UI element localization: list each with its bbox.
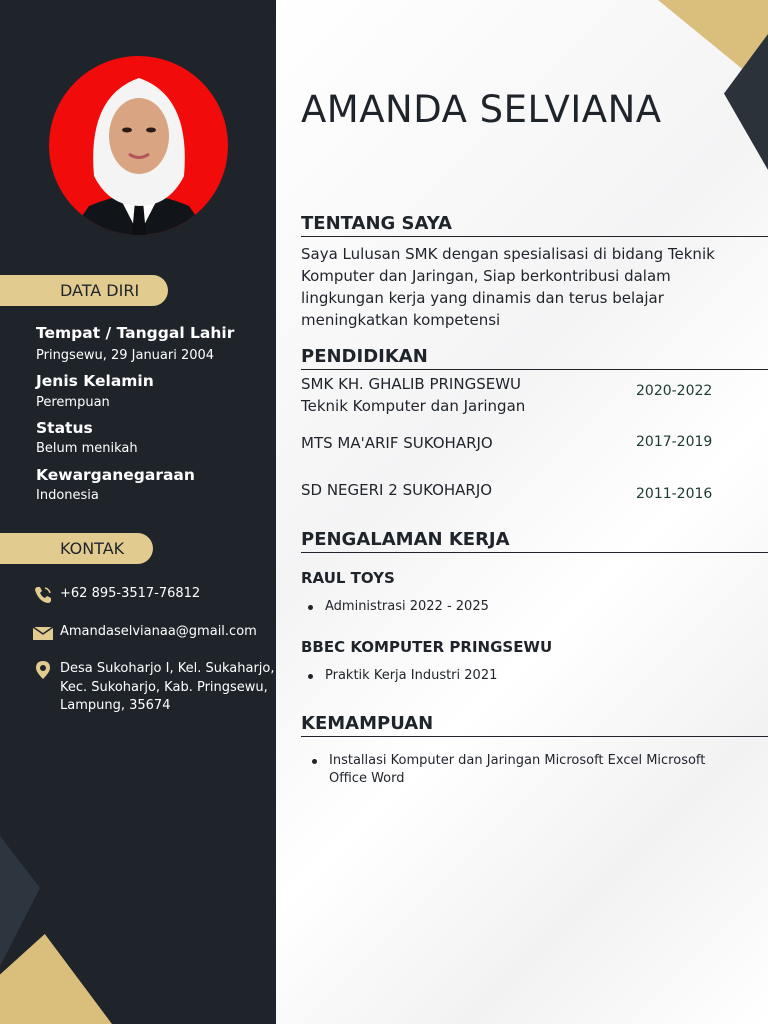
mail-icon	[33, 623, 53, 643]
location-pin-icon	[33, 660, 53, 680]
nationality-value: Indonesia	[36, 488, 99, 503]
status-value: Belum menikah	[36, 441, 138, 456]
education-item	[301, 373, 621, 417]
job-company: RAUL TOYS	[301, 569, 395, 587]
contact-phone	[33, 585, 273, 605]
data-diri-heading: DATA DIRI	[0, 275, 168, 306]
about-text: Saya Lulusan SMK dengan spesialisasi di bidang Teknik Komputer dan Jaringan, Siap berkontribusi dalam lingkungan kerja yang dinamis dan terus belajar meningkatkan kompetensi	[301, 245, 715, 329]
email-text: Amandaselvianaa@gmail.com	[60, 624, 257, 639]
address-text: Desa Sukoharjo I, Kel. Sukaharjo, Kec. Sukoharjo, Kab. Pringsewu, Lampung, 35674	[60, 661, 275, 713]
birth-label: Tempat / Tanggal Lahir	[36, 324, 235, 342]
main-content	[276, 0, 768, 1024]
gender-label: Jenis Kelamin	[36, 372, 154, 390]
contact-email	[33, 623, 273, 643]
phone-icon	[33, 585, 53, 605]
school-name: SMK KH. GHALIB PRINGSEWU	[301, 375, 522, 393]
phone-text: +62 895-3517-76812	[60, 586, 201, 601]
person-name: AMANDA SELVIANA	[301, 88, 662, 131]
job-company: BBEC KOMPUTER PRINGSEWU	[301, 638, 553, 656]
skills-heading: KEMAMPUAN	[301, 713, 768, 737]
avatar-illustration	[49, 56, 228, 235]
birth-value: Pringsewu, 29 Januari 2004	[36, 348, 215, 363]
experience-heading: PENGALAMAN KERJA	[301, 529, 768, 553]
education-years: 2011-2016	[636, 486, 713, 502]
profile-photo	[49, 56, 228, 235]
nationality-label: Kewarganegaraan	[36, 466, 195, 484]
status-label: Status	[36, 419, 93, 437]
skill-item: Installasi Komputer dan Jaringan Microsoft Excel Microsoft Office Word	[312, 752, 719, 788]
kontak-heading: KONTAK	[0, 533, 153, 564]
gender-value: Perempuan	[36, 395, 110, 410]
education-heading: PENDIDIKAN	[301, 346, 768, 370]
school-major: Teknik Komputer dan Jaringan	[301, 397, 526, 415]
decorative-triangle-gold	[0, 934, 112, 1024]
school-name: SD NEGERI 2 SUKOHARJO	[301, 481, 493, 499]
contact-address	[33, 660, 273, 720]
job-detail: Administrasi 2022 - 2025	[308, 598, 725, 616]
education-item	[301, 432, 621, 454]
education-item	[301, 479, 621, 501]
sidebar	[0, 0, 276, 1024]
about-heading: TENTANG SAYA	[301, 213, 768, 237]
education-years: 2017-2019	[636, 434, 713, 450]
education-years: 2020-2022	[636, 383, 713, 399]
job-detail: Praktik Kerja Industri 2021	[308, 667, 725, 685]
school-name: MTS MA'ARIF SUKOHARJO	[301, 434, 493, 452]
